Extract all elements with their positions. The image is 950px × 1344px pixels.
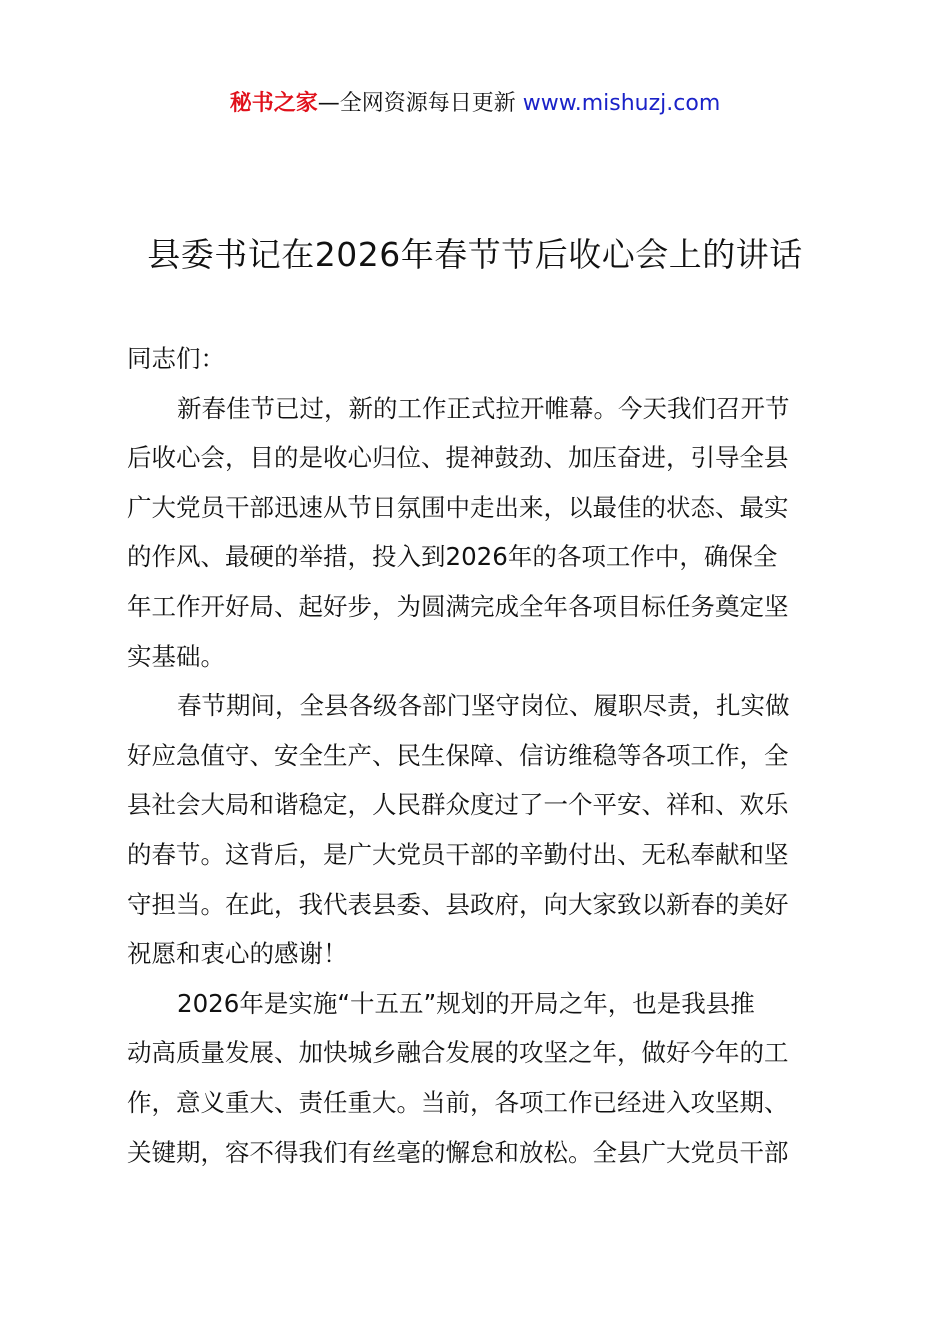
header-tagline: —全网资源每日更新 (317, 91, 523, 116)
body-line: 春节期间，全县各级各部门坚守岗位、履职尽责，扎实做 (177, 691, 790, 721)
body-lines (127, 384, 837, 1178)
body-line: 县社会大局和谐稳定，人民群众度过了一个平安、祥和、欢乐 (127, 790, 789, 820)
document-body (127, 334, 837, 1177)
body-line: 的春节。这背后，是广大党员干部的辛勤付出、无私奉献和坚 (127, 839, 789, 869)
body-line: 实基础。 (127, 641, 225, 671)
body-line: 动高质量发展、加快城乡融合发展的攻坚之年，做好今年的工 (127, 1038, 789, 1068)
body-line: 广大党员干部迅速从节日氛围中走出来，以最佳的状态、最实 (127, 492, 789, 522)
site-url-link[interactable]: www.mishuzj.com (522, 91, 721, 116)
brand-name: 秘书之家 (229, 91, 318, 116)
salutation: 同志们： (127, 344, 225, 373)
body-line: 年工作开好局、起好步，为圆满完成全年各项目标任务奠定坚 (127, 591, 789, 621)
body-line: 祝愿和衷心的感谢！ (127, 939, 348, 969)
site-header (0, 88, 950, 120)
document-title: 县委书记在2026年春节节后收心会上的讲话 (147, 235, 803, 274)
body-line: 作，意义重大、责任重大。当前，各项工作已经进入攻坚期、 (127, 1087, 789, 1117)
body-line: 的作风、最硬的举措，投入到2026年的各项工作中，确保全 (127, 542, 778, 572)
body-line: 守担当。在此，我代表县委、县政府，向大家致以新春的美好 (127, 889, 789, 919)
body-line: 好应急值守、安全生产、民生保障、信访维稳等各项工作，全 (127, 740, 789, 770)
body-line: 新春佳节已过，新的工作正式拉开帷幕。今天我们召开节 (177, 393, 790, 423)
body-line: 2026年是实施“十五五”规划的开局之年，也是我县推 (177, 988, 755, 1018)
body-line: 后收心会，目的是收心归位、提神鼓劲、加压奋进，引导全县 (127, 443, 789, 473)
body-line: 关键期，容不得我们有丝毫的懈怠和放松。全县广大党员干部 (127, 1137, 789, 1167)
